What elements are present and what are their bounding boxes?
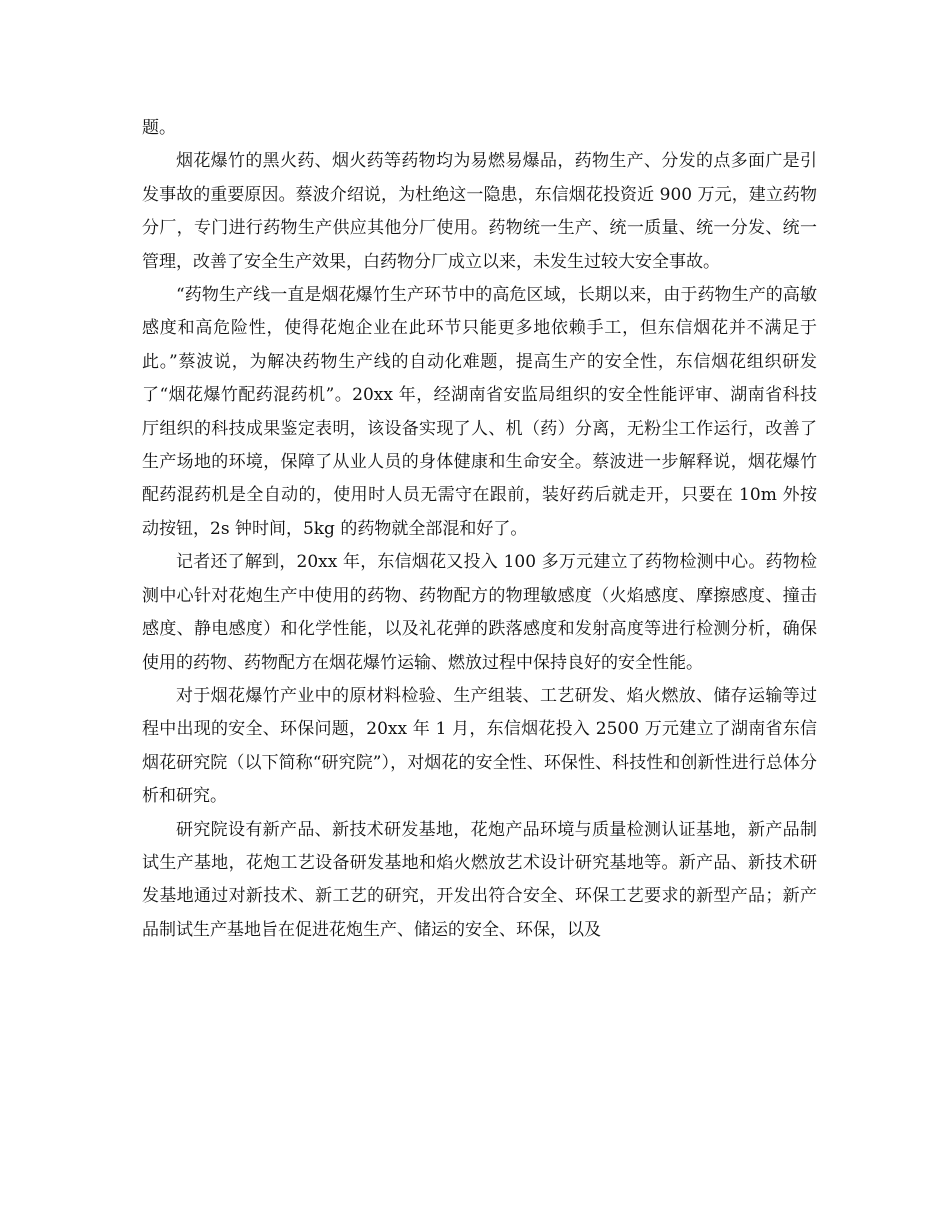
paragraph-powder-risk: 烟花爆竹的黑火药、烟火药等药物均为易燃易爆品，药物生产、分发的点多面广是引发事故的重要原因。蔡波介绍说，为杜绝这一隐患，东信烟花投资近 900 万元，建立药物分厂，专门进行药物生产供应其他分厂使用。药物统一生产、统一质量、统一分发、统一管理，改善了安全生产效果，白药物分厂成立以来，未发生过较大安全事故。 xyxy=(142,151,817,272)
paragraph-research-bases: 研究院设有新产品、新技术研发基地，花炮产品环境与质量检测认证基地，新产品制试生产基地，花炮工艺设备研发基地和焰火燃放艺术设计研究基地等。新产品、新技术研发基地通过对新技术、新工艺的研究，开发出符合安全、环保工艺要求的新型产品；新产品制试生产基地旨在促进花炮生产、储运的安全、环保，以及 xyxy=(142,819,817,940)
document-body xyxy=(142,112,817,947)
paragraph-continuation: 题。 xyxy=(142,118,176,138)
paragraph-testing-center: 记者还了解到，20xx 年，东信烟花又投入 100 多万元建立了药物检测中心。药物检测中心针对花炮生产中使用的药物、药物配方的物理敏感度（火焰感度、摩擦感度、撞击感度、静电感度）和化学性能，以及礼花弹的跌落感度和发射高度等进行检测分析，确保使用的药物、药物配方在烟花爆竹运输、燃放过程中保持良好的安全性能。 xyxy=(142,552,817,673)
paragraph-research-institute: 对于烟花爆竹产业中的原材料检验、生产组装、工艺研发、焰火燃放、储存运输等过程中出现的安全、环保问题，20xx 年 1 月，东信烟花投入 2500 万元建立了湖南省东信烟花研究院（以下简称“研究院”），对烟花的安全性、环保性、科技性和创新性进行总体分析和研究。 xyxy=(142,685,817,807)
paragraph-mixing-machine: “药物生产线一直是烟花爆竹生产环节中的高危区域，长期以来，由于药物生产的高敏感度和高危险性，使得花炮企业在此环节只能更多地依赖手工，但东信烟花并不满足于此。”蔡波说，为解决药物生产线的自动化难题，提高生产的安全性，东信烟花组织研发了“烟花爆竹配药混药机”。20xx 年，经湖南省安监局组织的安全性能评审、湖南省科技厅组织的科技成果鉴定表明，该设备实现了人、机（药）分离，无粉尘工作运行，改善了生产场地的环境，保障了从业人员的身体健康和生命安全。蔡波进一步解释说，烟花爆竹配药混药机是全自动的，使用时人员无需守在跟前，装好药后就走开，只要在 10m 外按动按钮，2s 钟时间，5kg 的药物就全部混和好了。 xyxy=(142,285,817,539)
